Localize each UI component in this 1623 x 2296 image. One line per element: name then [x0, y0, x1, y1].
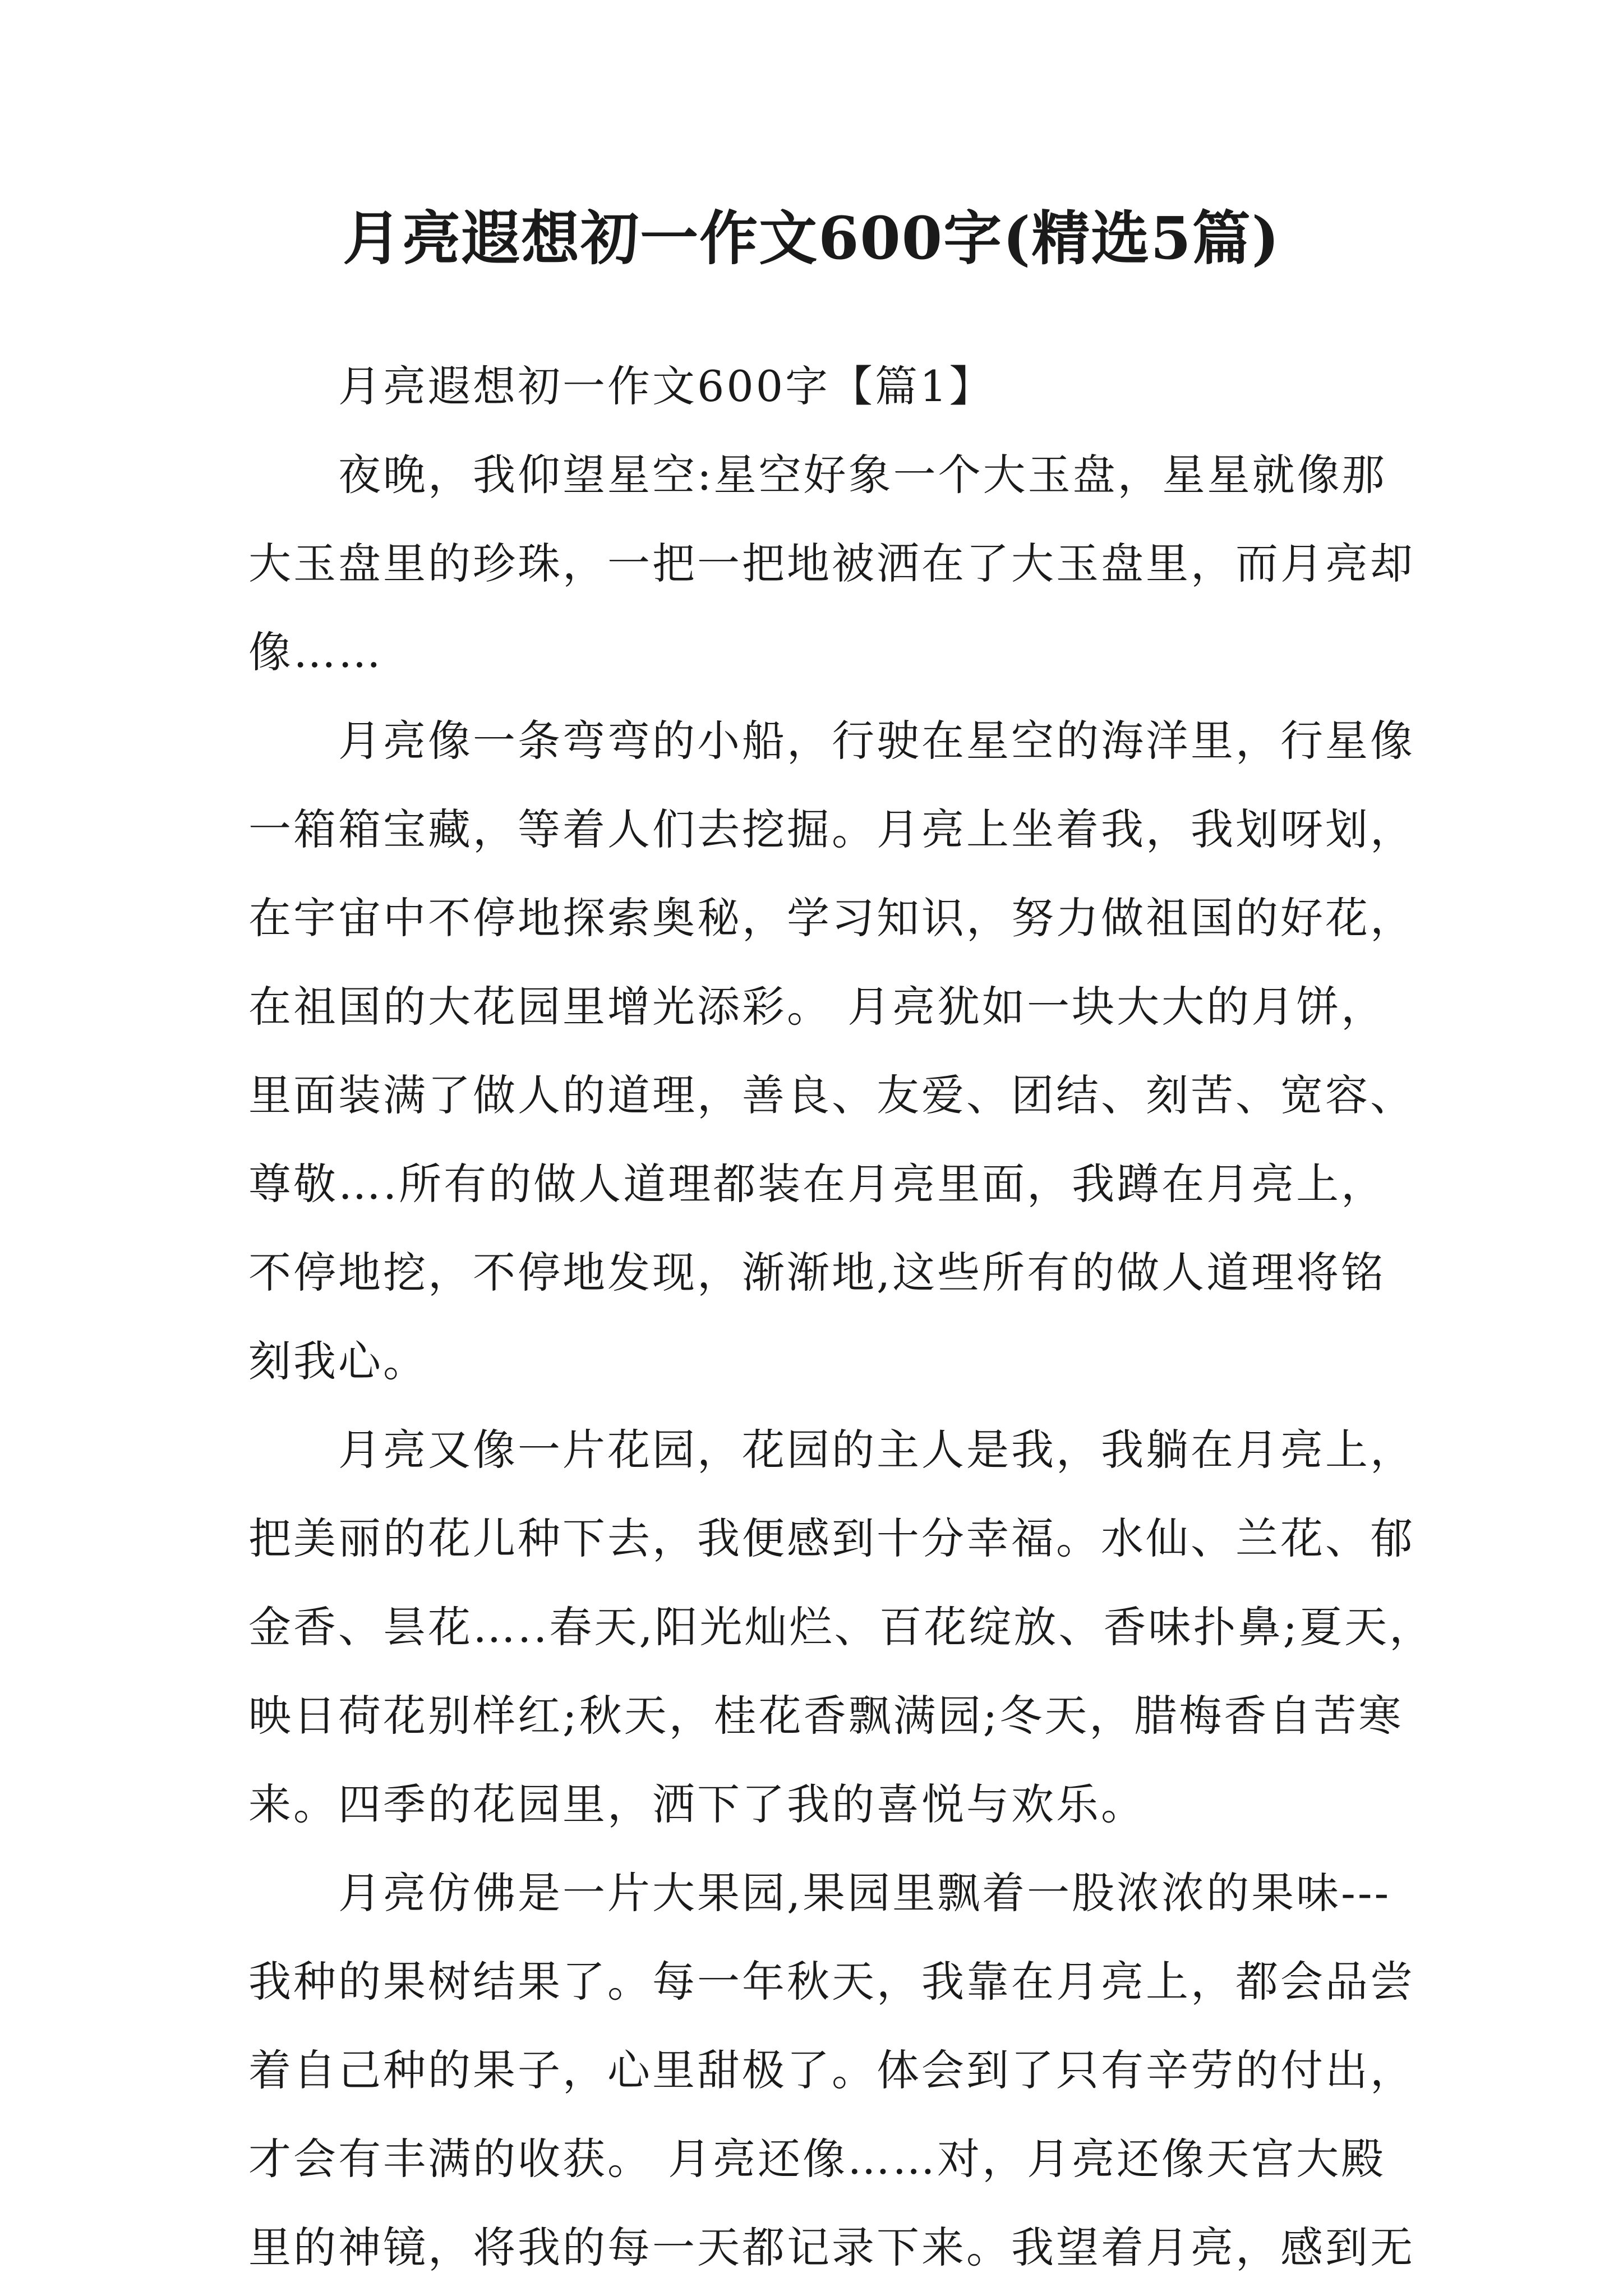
paragraph-line: 着自己种的果子，心里甜极了。体会到了只有辛劳的付出， [248, 2045, 1415, 2095]
paragraph-line: 月亮又像一片花园，花园的主人是我，我躺在月亮上， [338, 1425, 1415, 1475]
paragraph-line: 映日荷花别样红;秋天，桂花香飘满园;冬天，腊梅香自苦寒 [248, 1691, 1404, 1741]
paragraph-line: 把美丽的花儿种下去，我便感到十分幸福。水仙、兰花、郁 [248, 1513, 1415, 1563]
paragraph-line: 在祖国的大花园里增光添彩。 月亮犹如一块大大的月饼， [248, 982, 1386, 1032]
paragraph-line: 刻我心。 [248, 1336, 428, 1386]
document-body [248, 342, 1435, 2292]
paragraph-line: 才会有丰满的收获。 月亮还像……对，月亮还像天宫大殿 [248, 2134, 1386, 2184]
paragraph-line: 月亮仿佛是一片大果园,果园里飘着一股浓浓的果味--- [338, 1868, 1391, 1918]
paragraph-line: 大玉盘里的珍珠，一把一把地被洒在了大玉盘里，而月亮却 [248, 539, 1415, 588]
section-heading: 月亮遐想初一作文600字【篇1】 [338, 361, 994, 411]
paragraph-line: 月亮像一条弯弯的小船，行驶在星空的海洋里，行星像 [338, 716, 1415, 766]
paragraph-line: 夜晚，我仰望星空:星空好象一个大玉盘，星星就像那 [338, 450, 1387, 500]
paragraph-line: 在宇宙中不停地探索奥秘，学习知识，努力做祖国的好花， [248, 893, 1415, 943]
paragraph-line: 里的神镜，将我的每一天都记录下来。我望着月亮，感到无 [248, 2223, 1415, 2272]
paragraph-line: 里面装满了做人的道理，善良、友爱、团结、刻苦、宽容、 [248, 1070, 1415, 1120]
paragraph-line: 我种的果树结果了。每一年秋天，我靠在月亮上，都会品尝 [248, 1957, 1415, 2007]
document-title: 月亮遐想初一作文600字(精选5篇) [343, 204, 1280, 273]
paragraph-line: 来。四季的花园里，洒下了我的喜悦与欢乐。 [248, 1779, 1146, 1829]
paragraph-line: 尊敬….所有的做人道理都装在月亮里面，我蹲在月亮上， [248, 1159, 1386, 1209]
paragraph-line: 一箱箱宝藏，等着人们去挖掘。月亮上坐着我，我划呀划， [248, 804, 1415, 854]
paragraph-line: 不停地挖，不停地发现，渐渐地,这些所有的做人道理将铭 [248, 1248, 1386, 1297]
paragraph-line: 金香、昙花…..春天,阳光灿烂、百花绽放、香味扑鼻;夏天， [248, 1602, 1435, 1652]
paragraph-line: 像…… [248, 627, 383, 677]
